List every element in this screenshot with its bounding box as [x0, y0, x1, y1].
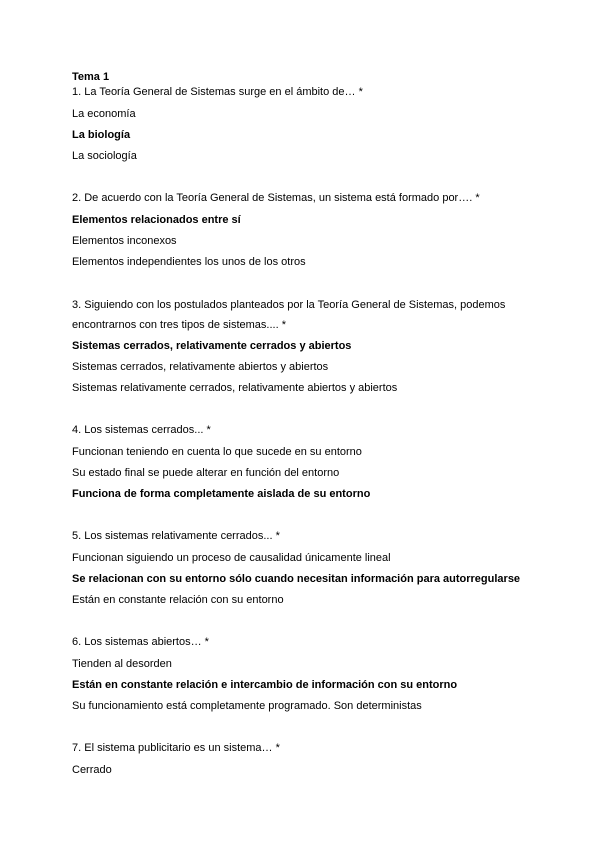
- question-text: 3. Siguiendo con los postulados planteados por la Teoría General de Sistemas, podemos encontrarnos con tres tipos de sistemas.... *: [72, 299, 506, 331]
- question-text: 6. Los sistemas abiertos… *: [72, 636, 209, 648]
- question-block-6: [72, 633, 552, 717]
- question-block-3: [72, 295, 552, 399]
- answer-option-correct: Sistemas cerrados, relativamente cerrados y abiertos: [72, 340, 352, 352]
- answer-option: Elementos independientes los unos de los otros: [72, 256, 306, 268]
- document-page: [72, 70, 552, 803]
- answer-option: Tienden al desorden: [72, 658, 172, 670]
- answer-option: Están en constante relación con su entorno: [72, 594, 284, 606]
- question-text: 2. De acuerdo con la Teoría General de Sistemas, un sistema está formado por…. *: [72, 192, 480, 204]
- answer-option-correct: La biología: [72, 129, 131, 141]
- answer-option: La sociología: [72, 150, 137, 162]
- answer-option-correct: Elementos relacionados entre sí: [72, 214, 241, 226]
- answer-option: Funcionan teniendo en cuenta lo que sucede en su entorno: [72, 446, 362, 458]
- answer-option: Cerrado: [72, 764, 112, 776]
- answer-option-correct: Están en constante relación e intercambio de información con su entorno: [72, 679, 458, 691]
- answer-option: Su estado final se puede alterar en función del entorno: [72, 467, 340, 479]
- answer-option: La economía: [72, 108, 136, 120]
- answer-option: Elementos inconexos: [72, 235, 177, 247]
- answer-option: Su funcionamiento está completamente programado. Son deterministas: [72, 700, 422, 712]
- answer-option-correct: Se relacionan con su entorno sólo cuando necesitan información para autorregularse: [72, 573, 521, 585]
- answer-option-correct: Funciona de forma completamente aislada de su entorno: [72, 488, 371, 500]
- question-text: 5. Los sistemas relativamente cerrados... *: [72, 530, 280, 542]
- question-text: 7. El sistema publicitario es un sistema… *: [72, 742, 280, 754]
- page-title: Tema 1: [72, 71, 110, 83]
- question-block-2: [72, 189, 552, 273]
- question-block-5: [72, 527, 552, 611]
- question-block-7: [72, 739, 552, 781]
- question-block-1: [72, 85, 552, 167]
- answer-option: Sistemas relativamente cerrados, relativamente abiertos y abiertos: [72, 382, 398, 394]
- question-text: 1. La Teoría General de Sistemas surge en el ámbito de… *: [72, 86, 363, 98]
- question-block-4: [72, 421, 552, 505]
- question-text: 4. Los sistemas cerrados... *: [72, 424, 211, 436]
- answer-option: Sistemas cerrados, relativamente abiertos y abiertos: [72, 361, 329, 373]
- answer-option: Funcionan siguiendo un proceso de causalidad únicamente lineal: [72, 552, 391, 564]
